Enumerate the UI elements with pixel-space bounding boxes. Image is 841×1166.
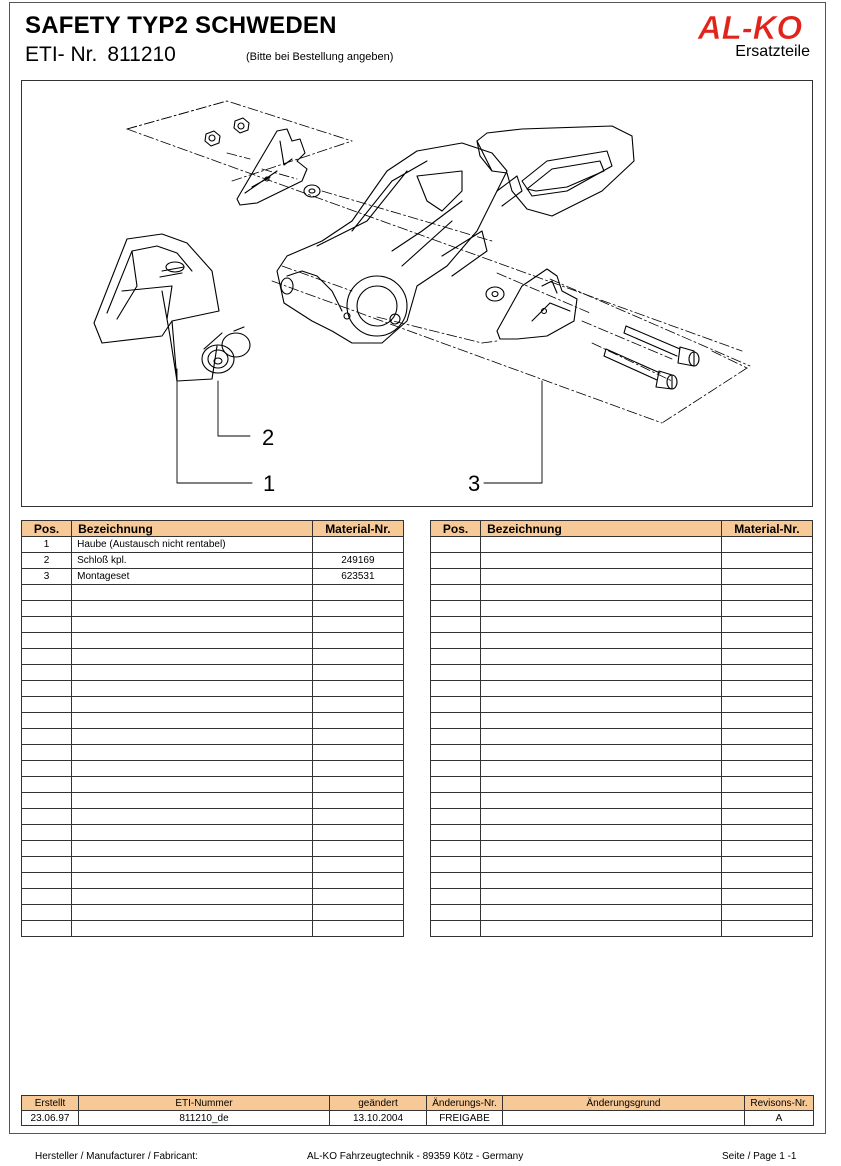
table-row <box>22 745 404 761</box>
table-row <box>431 809 813 825</box>
eti-number: 811210 <box>107 43 176 66</box>
table-row <box>22 649 404 665</box>
cell-bezeichnung <box>481 681 722 697</box>
cell-pos <box>431 905 481 921</box>
cell-bezeichnung <box>481 713 722 729</box>
cell-bezeichnung <box>481 649 722 665</box>
col-pos-header: Pos. <box>22 521 72 537</box>
cell-material <box>312 681 403 697</box>
revision-table <box>21 1095 814 1126</box>
cell-material <box>721 889 812 905</box>
table-row <box>22 553 404 569</box>
cell-bezeichnung <box>72 873 313 889</box>
cell-material <box>721 537 812 553</box>
cell-pos <box>431 825 481 841</box>
cell-bezeichnung <box>72 857 313 873</box>
table-row <box>22 569 404 585</box>
cell-bezeichnung <box>481 857 722 873</box>
table-row <box>22 793 404 809</box>
coupling-body <box>277 143 522 343</box>
table-row <box>431 905 813 921</box>
cell-material <box>721 681 812 697</box>
table-row <box>22 889 404 905</box>
cell-pos <box>431 681 481 697</box>
exploded-drawing <box>21 80 813 507</box>
cell-pos <box>431 601 481 617</box>
rev-header-aenderungsnr: Änderungs-Nr. <box>427 1096 503 1111</box>
footer-manufacturer: Hersteller / Manufacturer / Fabricant: <box>35 1151 198 1162</box>
cell-bezeichnung <box>72 745 313 761</box>
cell-material <box>312 905 403 921</box>
cell-pos <box>431 857 481 873</box>
rev-geaendert: 13.10.2004 <box>330 1111 427 1126</box>
table-row <box>431 601 813 617</box>
assembly-frame <box>127 101 352 141</box>
table-row <box>22 777 404 793</box>
rev-header-geaendert: geändert <box>330 1096 427 1111</box>
cell-pos <box>431 585 481 601</box>
rev-header-eti: ETI-Nummer <box>79 1096 330 1111</box>
col-material-header: Material-Nr. <box>721 521 812 537</box>
cell-bezeichnung <box>72 601 313 617</box>
rev-aenderungsnr: FREIGABE <box>427 1111 503 1126</box>
cell-bezeichnung <box>72 649 313 665</box>
order-hint: (Bitte bei Bestellung angeben) <box>246 51 394 63</box>
cell-bezeichnung <box>72 777 313 793</box>
cell-pos <box>22 665 72 681</box>
cell-pos <box>22 777 72 793</box>
table-row <box>431 649 813 665</box>
table-row <box>431 889 813 905</box>
table-row <box>431 633 813 649</box>
cell-material: 249169 <box>312 553 403 569</box>
hood-cover <box>94 234 219 381</box>
cell-material <box>312 649 403 665</box>
cell-bezeichnung <box>481 553 722 569</box>
cell-pos <box>22 793 72 809</box>
brand-logo-text: AL-KO <box>697 10 803 44</box>
cell-pos <box>431 633 481 649</box>
cell-material <box>721 729 812 745</box>
cell-material <box>721 585 812 601</box>
cell-bezeichnung <box>72 713 313 729</box>
cell-material <box>721 649 812 665</box>
table-row <box>22 633 404 649</box>
cell-pos <box>22 601 72 617</box>
cell-bezeichnung <box>481 697 722 713</box>
cell-bezeichnung <box>481 585 722 601</box>
cell-material <box>721 793 812 809</box>
cell-material <box>312 889 403 905</box>
right-bracket <box>497 269 577 339</box>
cell-pos <box>22 681 72 697</box>
table-row <box>22 841 404 857</box>
cell-pos: 1 <box>22 537 72 553</box>
cell-pos <box>431 761 481 777</box>
cell-pos <box>431 841 481 857</box>
cell-bezeichnung: Schloß kpl. <box>72 553 313 569</box>
table-row <box>431 921 813 937</box>
cell-material <box>721 569 812 585</box>
eti-label: ETI- Nr. <box>25 43 98 66</box>
cell-pos <box>431 617 481 633</box>
cell-bezeichnung <box>72 681 313 697</box>
cell-bezeichnung <box>481 793 722 809</box>
table-row <box>431 841 813 857</box>
cell-bezeichnung <box>481 873 722 889</box>
cell-bezeichnung <box>72 889 313 905</box>
cell-material <box>312 665 403 681</box>
table-row <box>22 537 404 553</box>
cell-bezeichnung <box>481 921 722 937</box>
col-bezeichnung-header: Bezeichnung <box>72 521 313 537</box>
footer-page: Seite / Page 1 -1 <box>722 1151 797 1162</box>
cell-bezeichnung <box>72 729 313 745</box>
cell-bezeichnung <box>72 921 313 937</box>
cell-material <box>721 921 812 937</box>
table-row <box>22 617 404 633</box>
cell-pos <box>431 713 481 729</box>
cell-bezeichnung <box>72 841 313 857</box>
brand-subtitle: Ersatzteile <box>735 43 810 60</box>
cell-material <box>721 553 812 569</box>
table-row <box>22 761 404 777</box>
cell-bezeichnung <box>72 633 313 649</box>
cell-material <box>312 809 403 825</box>
rev-header-aenderungsgrund: Änderungsgrund <box>503 1096 745 1111</box>
table-row <box>22 857 404 873</box>
table-row <box>431 553 813 569</box>
table-row <box>431 777 813 793</box>
table-row <box>22 921 404 937</box>
cell-pos <box>431 569 481 585</box>
table-row <box>431 665 813 681</box>
cell-bezeichnung <box>481 601 722 617</box>
cell-material <box>312 713 403 729</box>
cell-pos <box>22 697 72 713</box>
cell-bezeichnung <box>481 745 722 761</box>
cell-bezeichnung <box>481 777 722 793</box>
cell-bezeichnung: Haube (Austausch nicht rentabel) <box>72 537 313 553</box>
cell-pos <box>431 889 481 905</box>
callout-2: 2 <box>262 425 275 450</box>
table-row <box>22 681 404 697</box>
cell-bezeichnung <box>481 617 722 633</box>
cell-material <box>721 905 812 921</box>
rev-erstellt: 23.06.97 <box>22 1111 79 1126</box>
cell-bezeichnung <box>481 537 722 553</box>
cell-pos <box>431 537 481 553</box>
cell-material <box>721 825 812 841</box>
cell-material <box>312 825 403 841</box>
cell-bezeichnung <box>481 825 722 841</box>
col-pos-header: Pos. <box>431 521 481 537</box>
cell-material: 623531 <box>312 569 403 585</box>
cell-material <box>312 633 403 649</box>
cell-pos <box>22 857 72 873</box>
table-row <box>22 825 404 841</box>
cell-pos <box>431 649 481 665</box>
cell-material <box>721 777 812 793</box>
table-row <box>431 857 813 873</box>
table-row <box>22 905 404 921</box>
cell-bezeichnung <box>481 633 722 649</box>
cell-pos <box>431 745 481 761</box>
alko-logo <box>688 10 813 44</box>
rev-revision: A <box>745 1111 814 1126</box>
assembly-axis-lines <box>127 101 750 423</box>
cell-material <box>721 841 812 857</box>
table-row <box>431 569 813 585</box>
cell-pos <box>22 745 72 761</box>
table-row <box>431 825 813 841</box>
cell-pos <box>22 713 72 729</box>
cell-bezeichnung <box>72 697 313 713</box>
cell-material <box>312 617 403 633</box>
table-row <box>431 537 813 553</box>
cell-material <box>721 713 812 729</box>
cell-bezeichnung <box>72 665 313 681</box>
cell-material <box>312 745 403 761</box>
cell-pos <box>22 889 72 905</box>
cell-pos <box>431 729 481 745</box>
cell-pos <box>22 825 72 841</box>
cell-material <box>721 857 812 873</box>
cell-material <box>721 761 812 777</box>
cell-pos <box>431 793 481 809</box>
cell-bezeichnung <box>481 809 722 825</box>
table-row <box>431 873 813 889</box>
cell-material <box>721 617 812 633</box>
cell-bezeichnung <box>481 665 722 681</box>
table-row <box>431 793 813 809</box>
cell-bezeichnung <box>72 585 313 601</box>
cell-pos <box>22 633 72 649</box>
cell-material <box>721 665 812 681</box>
eti-number-line <box>25 43 176 67</box>
cell-material <box>721 873 812 889</box>
nut-parts <box>205 118 504 301</box>
leader-lines <box>177 369 542 483</box>
cell-pos <box>431 697 481 713</box>
cell-material <box>312 601 403 617</box>
cell-bezeichnung <box>72 809 313 825</box>
cell-pos <box>22 761 72 777</box>
footer-address: AL-KO Fahrzeugtechnik - 89359 Kötz - Germany <box>307 1151 524 1162</box>
cell-pos <box>22 921 72 937</box>
table-row <box>22 809 404 825</box>
cell-pos <box>431 921 481 937</box>
cell-material <box>721 809 812 825</box>
cell-material <box>312 777 403 793</box>
cell-material <box>721 601 812 617</box>
cell-bezeichnung <box>72 761 313 777</box>
cell-bezeichnung: Montageset <box>72 569 313 585</box>
cell-material <box>312 921 403 937</box>
cell-pos <box>22 841 72 857</box>
rev-header-erstellt: Erstellt <box>22 1096 79 1111</box>
table-row <box>22 601 404 617</box>
table-row <box>22 729 404 745</box>
cell-bezeichnung <box>72 905 313 921</box>
rev-eti: 811210_de <box>79 1111 330 1126</box>
cell-pos <box>431 873 481 889</box>
cell-pos <box>431 777 481 793</box>
cell-pos <box>22 729 72 745</box>
cell-material <box>721 745 812 761</box>
cell-pos <box>431 553 481 569</box>
cell-material <box>312 873 403 889</box>
parts-table-right <box>430 520 813 937</box>
table-row <box>22 873 404 889</box>
callout-1: 1 <box>263 471 276 496</box>
cell-bezeichnung <box>481 729 722 745</box>
rev-aenderungsgrund <box>503 1111 745 1126</box>
cell-bezeichnung <box>481 761 722 777</box>
cell-bezeichnung <box>481 905 722 921</box>
cell-bezeichnung <box>72 793 313 809</box>
page-title: SAFETY TYP2 SCHWEDEN <box>25 12 337 39</box>
left-bracket <box>237 129 307 205</box>
cell-pos <box>22 649 72 665</box>
cell-material <box>312 857 403 873</box>
cell-pos: 2 <box>22 553 72 569</box>
cell-material <box>312 729 403 745</box>
cell-bezeichnung <box>481 569 722 585</box>
cell-material <box>721 633 812 649</box>
table-row <box>431 681 813 697</box>
table-row <box>431 697 813 713</box>
cell-material <box>312 537 403 553</box>
table-row <box>431 617 813 633</box>
col-bezeichnung-header: Bezeichnung <box>481 521 722 537</box>
cell-pos <box>431 809 481 825</box>
parts-table-left <box>21 520 404 937</box>
table-row <box>431 585 813 601</box>
table-row <box>22 665 404 681</box>
table-row <box>22 713 404 729</box>
cell-bezeichnung <box>72 825 313 841</box>
table-row <box>22 697 404 713</box>
cell-pos <box>22 873 72 889</box>
rev-header-revision: Revisons-Nr. <box>745 1096 814 1111</box>
cell-pos: 3 <box>22 569 72 585</box>
cell-material <box>721 697 812 713</box>
cell-material <box>312 697 403 713</box>
col-material-header: Material-Nr. <box>312 521 403 537</box>
bolt-parts <box>604 326 699 389</box>
coupling-handle <box>477 126 634 216</box>
cell-material <box>312 793 403 809</box>
table-row <box>431 761 813 777</box>
table-row <box>431 713 813 729</box>
cell-bezeichnung <box>481 841 722 857</box>
table-row <box>22 585 404 601</box>
table-row <box>431 729 813 745</box>
cell-material <box>312 841 403 857</box>
cell-pos <box>431 665 481 681</box>
cell-bezeichnung <box>481 889 722 905</box>
cell-bezeichnung <box>72 617 313 633</box>
cell-material <box>312 761 403 777</box>
cell-pos <box>22 585 72 601</box>
lock-cylinder <box>202 327 250 373</box>
table-row <box>431 745 813 761</box>
callout-3: 3 <box>468 471 481 496</box>
cell-pos <box>22 617 72 633</box>
cell-material <box>312 585 403 601</box>
cell-pos <box>22 905 72 921</box>
cell-pos <box>22 809 72 825</box>
